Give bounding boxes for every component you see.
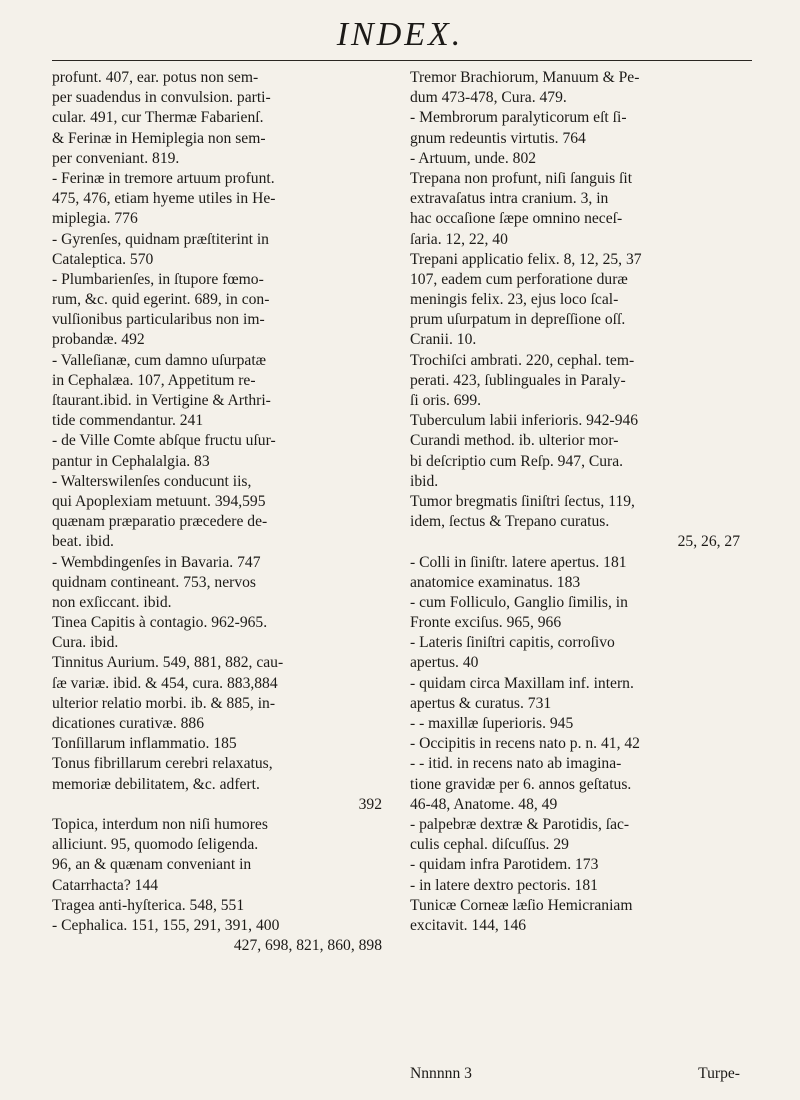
index-line: ſaria. 12, 22, 40 xyxy=(410,230,508,248)
right-column xyxy=(410,68,740,936)
index-line: - Walterswilenſes conducunt iis, xyxy=(52,472,252,490)
index-line: - Lateris ſiniſtri capitis, corroſivo xyxy=(410,634,615,652)
index-line: ſæ variæ. ibid. & 454, cura. 883,884 xyxy=(52,674,278,692)
index-line: probandæ. 492 xyxy=(52,331,145,349)
index-line: anatomice examinatus. 183 xyxy=(410,573,581,591)
index-line: Tuberculum labii inferioris. 942-946 xyxy=(410,412,639,430)
index-line: perati. 423, ſublinguales in Paraly- xyxy=(410,371,626,389)
page-footer xyxy=(410,1064,740,1084)
index-line: Cataleptica. 570 xyxy=(52,250,154,268)
index-line: - Membrorum paralyticorum eſt ſi- xyxy=(410,109,627,127)
index-line: - Occipitis in recens nato p. n. 41, 42 xyxy=(410,735,640,753)
index-line: Topica, interdum non niſi humores xyxy=(52,815,268,833)
index-line: - Gyrenſes, quidnam præſtiterint in xyxy=(52,230,269,248)
index-line: Trepana non profunt, niſi ſanguis ſit xyxy=(410,169,633,187)
index-line: - - itid. in recens nato ab imagina- xyxy=(410,755,622,773)
index-line: per suadendus in convulsion. parti- xyxy=(52,89,271,107)
index-line: qui Apoplexiam metuunt. 394,595 xyxy=(52,492,266,510)
index-line: - Ferinæ in tremore artuum profunt. xyxy=(52,169,275,187)
index-line: Tonus fibrillarum cerebri relaxatus, xyxy=(52,755,273,773)
catchword: Turpe- xyxy=(698,1065,740,1082)
index-line: - Cephalica. 151, 155, 291, 391, 400 xyxy=(52,916,280,934)
index-line: cular. 491, cur Thermæ Fabarienſ. xyxy=(52,109,264,127)
index-line: - - maxillæ ſuperioris. 945 xyxy=(410,715,574,732)
index-line: tide commendantur. 241 xyxy=(52,412,204,430)
index-line: apertus. 40 xyxy=(410,654,479,672)
index-line: - quidam circa Maxillam inf. intern. xyxy=(410,674,634,692)
index-line: - Wembdingenſes in Bavaria. 747 xyxy=(52,553,261,571)
index-line: Catarrhacta? 144 xyxy=(52,876,159,894)
index-line: Curandi method. ib. ulterior mor- xyxy=(410,432,619,450)
index-line: ulterior relatio morbi. ib. & 885, in- xyxy=(52,694,276,712)
index-line: Fronte exciſus. 965, 966 xyxy=(410,614,562,632)
index-line: excitavit. 144, 146 xyxy=(410,916,527,934)
index-line: memoriæ debilitatem, &c. adfert. xyxy=(52,775,260,793)
index-line: - Artuum, unde. 802 xyxy=(410,149,537,167)
index-line: - quidam infra Parotidem. 173 xyxy=(410,856,599,874)
index-line: dum 473-478, Cura. 479. xyxy=(410,89,567,107)
index-line: Cura. ibid. xyxy=(52,634,119,652)
index-line: Tinea Capitis à contagio. 962-965. xyxy=(52,614,268,632)
index-line: prum uſurpatum in depreſſione oſſ. xyxy=(410,311,626,329)
index-line: Trochiſci ambrati. 220, cephal. tem- xyxy=(410,351,635,369)
index-line: Cranii. 10. xyxy=(410,331,477,349)
index-line: - cum Folliculo, Ganglio ſimilis, in xyxy=(410,593,628,611)
index-line: 475, 476, etiam hyeme utiles in He- xyxy=(52,190,276,208)
index-line: apertus & curatus. 731 xyxy=(410,694,552,712)
index-line: rum, &c. quid egerint. 689, in con- xyxy=(52,291,270,309)
index-line: in Cephalæa. 107, Appetitum re- xyxy=(52,371,256,389)
index-line: - in latere dextro pectoris. 181 xyxy=(410,876,598,894)
index-line: 392 xyxy=(358,795,382,813)
page-title: INDEX. xyxy=(336,16,464,53)
signature-mark: Nnnnnn 3 xyxy=(410,1065,472,1082)
index-line: tione gravidæ per 6. annos geſtatus. xyxy=(410,775,632,793)
index-line: Tunicæ Corneæ læſio Hemicraniam xyxy=(410,896,633,914)
index-line: - palpebræ dextræ & Parotidis, ſac- xyxy=(410,815,630,833)
index-line: culis cephal. diſcuſſus. 29 xyxy=(410,836,569,854)
index-line: - Valleſianæ, cum damno uſurpatæ xyxy=(52,351,267,369)
index-line: Tremor Brachiorum, Manuum & Pe- xyxy=(410,69,640,86)
index-line: 46-48, Anatome. 48, 49 xyxy=(410,795,558,813)
index-line: meningis felix. 23, ejus loco ſcal- xyxy=(410,291,619,309)
header-rule xyxy=(52,60,752,61)
index-line: ſtaurant.ibid. in Vertigine & Arthri- xyxy=(52,392,271,409)
index-line: per conveniant. 819. xyxy=(52,149,180,167)
left-column xyxy=(52,68,382,956)
index-line: miplegia. 776 xyxy=(52,210,138,228)
index-line: 427, 698, 821, 860, 898 xyxy=(233,937,382,955)
index-line: quænam præparatio præcedere de- xyxy=(52,513,268,531)
index-line: hac occaſione ſæpe omnino neceſ- xyxy=(410,210,623,228)
index-line: alliciunt. 95, quomodo ſeligenda. xyxy=(52,836,259,854)
index-line: quidnam contineant. 753, nervos xyxy=(52,573,256,591)
index-line: idem, ſectus & Trepano curatus. xyxy=(410,513,610,531)
index-line: Tinnitus Aurium. 549, 881, 882, cau- xyxy=(52,654,284,672)
index-line: 25, 26, 27 xyxy=(677,533,740,551)
index-line: 96, an & quænam conveniant in xyxy=(52,856,252,874)
index-line: beat. ibid. xyxy=(52,533,114,551)
index-line: non exſiccant. ibid. xyxy=(52,593,172,611)
index-line: - de Ville Comte abſque fructu uſur- xyxy=(52,432,276,450)
index-line: ibid. xyxy=(410,472,439,490)
index-line: bi deſcriptio cum Reſp. 947, Cura. xyxy=(410,452,624,470)
index-line: Trepani applicatio felix. 8, 12, 25, 37 xyxy=(410,250,642,268)
index-line: - Colli in ſiniſtr. latere apertus. 181 xyxy=(410,553,627,571)
index-line: profunt. 407, ear. potus non sem- xyxy=(52,69,259,86)
index-line: pantur in Cephalalgia. 83 xyxy=(52,452,210,470)
index-line: Tragea anti-hyſterica. 548, 551 xyxy=(52,896,245,914)
index-line: gnum redeuntis virtutis. 764 xyxy=(410,129,586,147)
index-line: ſi oris. 699. xyxy=(410,392,482,409)
index-line: & Ferinæ in Hemiplegia non sem- xyxy=(52,129,266,147)
index-line: - Plumbarienſes, in ſtupore fœmo- xyxy=(52,270,264,288)
index-line: 107, eadem cum perforatione duræ xyxy=(410,270,628,288)
index-line: vulſionibus particularibus non im- xyxy=(52,311,265,329)
index-line: Tonſillarum inflammatio. 185 xyxy=(52,735,237,753)
index-line: dicationes curativæ. 886 xyxy=(52,715,205,732)
index-line: extravaſatus intra cranium. 3, in xyxy=(410,190,609,208)
index-line: Tumor bregmatis ſiniſtri ſectus, 119, xyxy=(410,492,635,510)
